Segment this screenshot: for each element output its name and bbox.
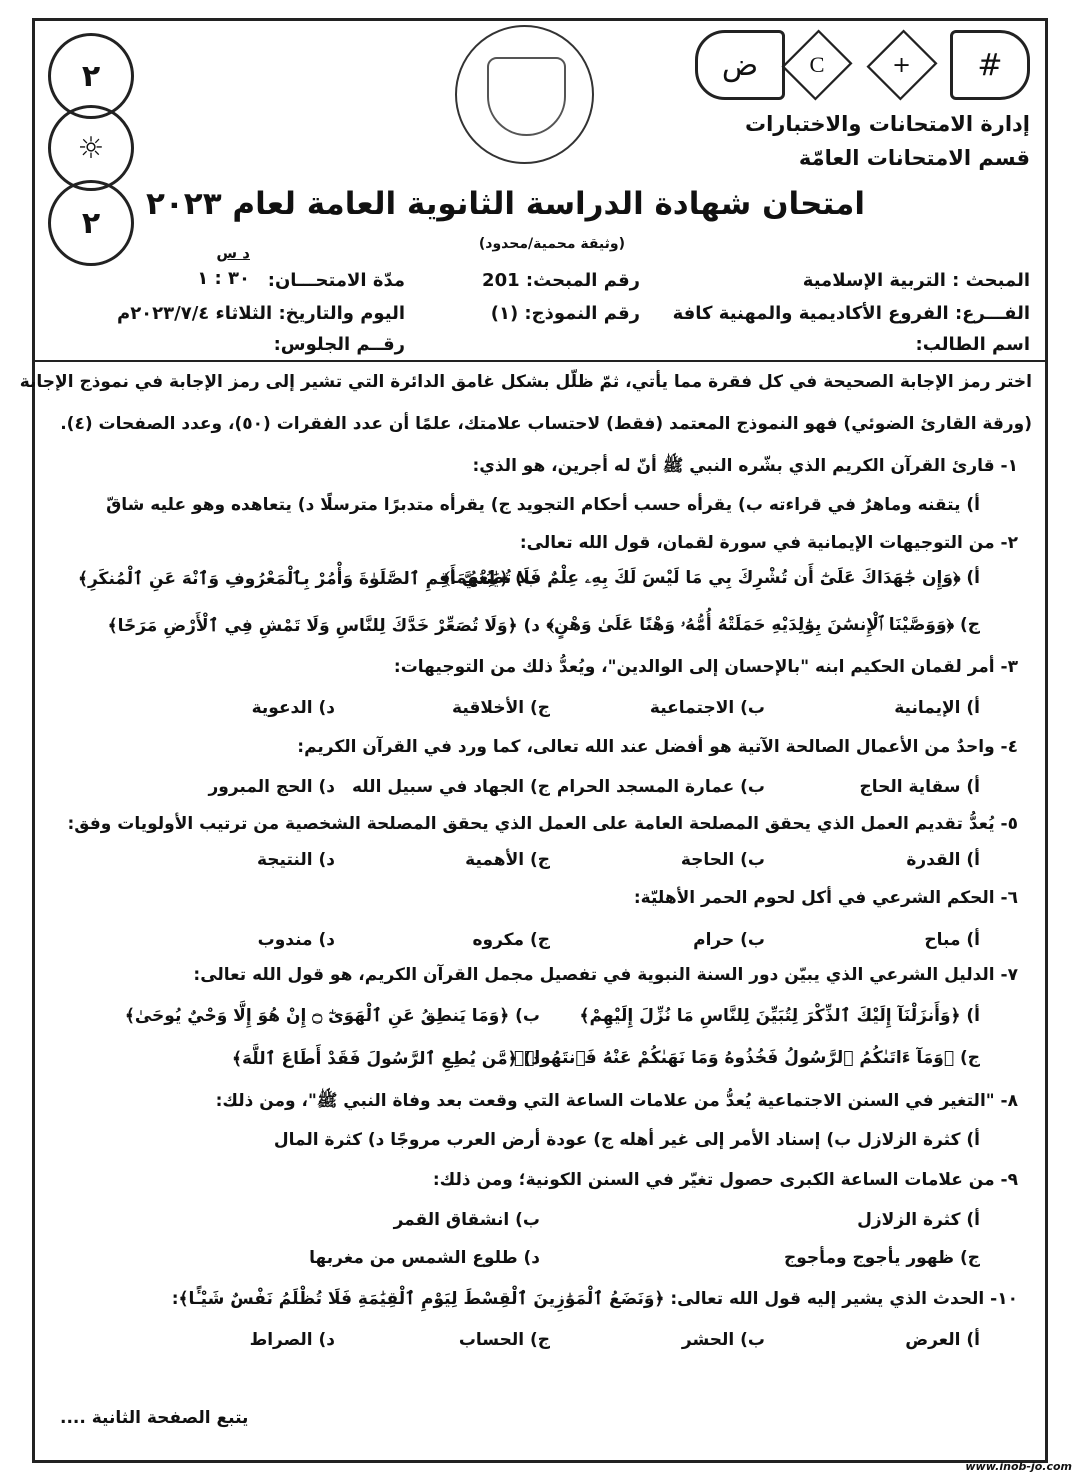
option-b[interactable]: ب) ﴿يَٰبُنَيَّ أَقِمِ ٱلصَّلَوٰةَ وَأْمُرْ بِٱلْمَعْرُوفِ وَٱنْهَ عَنِ ٱلْمُنكَرِ﴾ bbox=[78, 569, 540, 589]
option-a[interactable]: أ) الإيمانية bbox=[894, 698, 980, 718]
option-d[interactable]: د) الحج المبرور bbox=[208, 777, 335, 797]
instructions-line-2: (ورقة القارئ الضوئي) فهو النموذج المعتمد (فقط) لاحتساب علامتك، علمًا أن عدد الفقرات (٥٠)، وعدد الصفحات (٤). bbox=[60, 414, 1032, 434]
option-a[interactable]: أ) ﴿وَأَنزَلْنَآ إِلَيْكَ ٱلذِّكْرَ لِتُبَيِّنَ لِلنَّاسِ مَا نُزِّلَ إِلَيْهِمْ﴾ bbox=[579, 1006, 980, 1026]
option-a[interactable]: أ) مباح bbox=[924, 930, 980, 950]
seat-number-label: رقــم الجلوس: bbox=[273, 334, 405, 355]
option-d[interactable]: د) الدعوية bbox=[251, 698, 335, 718]
dept-name: إدارة الامتحانات والاختبارات bbox=[744, 112, 1030, 136]
option-d[interactable]: د) الصراط bbox=[249, 1330, 335, 1350]
question-1-options: أ) يتقنه وماهرٌ في قراءته ب) يقرأه حسب أحكام التجويد ج) يقرأه متدبرًا مترسلًا د) يتعاهده وهو عليه شاقّ bbox=[106, 495, 980, 515]
option-c[interactable]: ج) مكروه bbox=[472, 930, 550, 950]
doc-classification: (وثيقة محمية/محدود) bbox=[478, 236, 625, 252]
instructions-line-1: اختر رمز الإجابة الصحيحة في كل فقرة مما يأتي، ثمّ ظلّل بشكل غامق الدائرة التي تشير إلى رمز الإجابة في نموذج الإجابة bbox=[19, 372, 1032, 392]
question-5-options bbox=[60, 850, 980, 870]
option-d[interactable]: د) مندوب bbox=[257, 930, 335, 950]
question-4: ٤- واحدٌ من الأعمال الصالحة الآتية هو أفضل عند الله تعالى، كما ورد في القرآن الكريم: bbox=[297, 737, 1018, 757]
question-5: ٥- يُعدُّ تقديم العمل الذي يحقق المصلحة العامة على العمل الذي يحقق المصلحة الشخصية من ترتيب الأولويات وفق: bbox=[67, 814, 1018, 834]
option-c[interactable]: ج) الأخلاقية bbox=[452, 698, 550, 718]
subject-number: رقم المبحث: 201 bbox=[482, 270, 640, 291]
option-c[interactable]: ج) الأهمية bbox=[465, 850, 550, 870]
symbol-c-text: C bbox=[809, 52, 825, 77]
option-d[interactable]: د) ﴿وَلَا تُصَعِّرْ خَدَّكَ لِلنَّاسِ وَلَا تَمْشِ فِي ٱلْأَرْضِ مَرَحًا﴾ bbox=[107, 616, 540, 636]
question-2: ٢- من التوجيهات الإيمانية في سورة لقمان، قول الله تعالى: bbox=[519, 533, 1018, 553]
symbol-dad: ض bbox=[695, 30, 785, 100]
student-name-label: اسم الطالب: bbox=[915, 334, 1030, 355]
side-mark-2: ٢ bbox=[48, 180, 134, 266]
question-9: ٩- من علامات الساعة الكبرى حصول تغيّر في السنن الكونية؛ ومن ذلك: bbox=[432, 1170, 1018, 1190]
option-c[interactable]: ج) ﴿وَوَصَّيْنَا ٱلْإِنسَٰنَ بِوَٰلِدَيْهِ حَمَلَتْهُ أُمُّهُۥ وَهْنًا عَلَىٰ وَهْنٍ﴾ bbox=[546, 615, 980, 635]
option-b[interactable]: ب) عمارة المسجد الحرام bbox=[556, 777, 765, 797]
option-b[interactable]: ب) الاجتماعية bbox=[649, 698, 765, 718]
option-b[interactable]: ب) انشقاق القمر bbox=[393, 1210, 540, 1230]
duration-units: د س bbox=[216, 244, 250, 262]
ministry-seal-logo bbox=[455, 25, 594, 164]
option-b[interactable]: ب) الحاجة bbox=[680, 850, 765, 870]
side-mark-1: ٢ bbox=[48, 33, 134, 119]
question-8: ٨- "التغير في السنن الاجتماعية يُعدُّ من علامات الساعة التي وقعت بعد وفاة النبي ﷺ"، ومن ذلك: bbox=[215, 1091, 1018, 1111]
section-name: قسم الامتحانات العامّة bbox=[798, 146, 1030, 170]
next-page-note: يتبع الصفحة الثانية .... bbox=[60, 1408, 249, 1428]
question-9-options-row-1 bbox=[60, 1210, 980, 1230]
option-a[interactable]: أ) العرض bbox=[905, 1330, 980, 1350]
header-divider bbox=[32, 360, 1048, 362]
option-b[interactable]: ب) حرام bbox=[693, 930, 765, 950]
watermark: www.inob-jo.com bbox=[965, 1460, 1072, 1473]
duration-label: مدّة الامتحـــان: bbox=[267, 270, 405, 291]
question-10-options bbox=[60, 1330, 980, 1350]
duration-value: ٣٠ : ١ bbox=[197, 268, 250, 289]
question-3: ٣- أمر لقمان الحكيم ابنه "بالإحسان إلى الوالدين"، ويُعدُّ ذلك من التوجيهات: bbox=[393, 657, 1018, 677]
question-2-options-row-1 bbox=[60, 568, 980, 589]
option-c[interactable]: ج) الحساب bbox=[458, 1330, 550, 1350]
branch: الفـــرع: الفروع الأكاديمية والمهنية كافة bbox=[672, 303, 1030, 324]
question-7-options-row-1 bbox=[60, 1005, 980, 1026]
question-7-options-row-2 bbox=[60, 1048, 980, 1069]
option-d[interactable]: د) النتيجة bbox=[256, 850, 335, 870]
option-d[interactable]: د) ﴿مَّن يُطِعِ ٱلرَّسُولَ فَقَدْ أَطَاعَ ٱللَّهَ﴾ bbox=[232, 1049, 540, 1069]
question-2-options-row-2 bbox=[60, 615, 980, 636]
option-a[interactable]: أ) القدرة bbox=[906, 850, 980, 870]
question-8-options: أ) كثرة الزلازل ب) إسناد الأمر إلى غير أهله ج) عودة أرض العرب مروجًا د) كثرة المال bbox=[273, 1130, 980, 1150]
question-6-options bbox=[60, 930, 980, 950]
option-a[interactable]: أ) سقاية الحاج bbox=[859, 777, 980, 797]
question-1: ١- قارئ القرآن الكريم الذي بشّره النبي ﷺ أنّ له أجرين، هو الذي: bbox=[472, 456, 1018, 476]
option-a[interactable]: أ) ﴿وَإِن جَٰهَدَاكَ عَلَىٰٓ أَن تُشْرِكَ بِي مَا لَيْسَ لَكَ بِهِۦ عِلْمٌ فَلَا تُطِعْهُمَا﴾ bbox=[442, 568, 980, 588]
sun-icon: ☼ bbox=[48, 105, 134, 191]
option-d[interactable]: د) طلوع الشمس من مغربها bbox=[309, 1248, 540, 1268]
option-c[interactable]: ج) ﴿وَمَآ ءَاتَىٰكُمُ ٱلرَّسُولُ فَخُذُوهُ وَمَا نَهَىٰكُمْ عَنْهُ فَٱنتَهُوا۟﴾ bbox=[513, 1048, 980, 1068]
option-c[interactable]: ج) الجهاد في سبيل الله bbox=[351, 777, 550, 797]
question-9-options-row-2 bbox=[60, 1248, 980, 1268]
question-7: ٧- الدليل الشرعي الذي يبيّن دور السنة النبوية في تفصيل مجمل القرآن الكريم، هو قول الله تعالى: bbox=[193, 965, 1018, 985]
question-10: ١٠- الحدث الذي يشير إليه قول الله تعالى: ﴿وَنَضَعُ ٱلْمَوَٰزِينَ ٱلْقِسْطَ لِيَوْمِ ٱلْقِيَٰمَةِ فَلَا تُظْلَمُ نَفْسٌ شَيْـًٔا﴾: bbox=[171, 1289, 1018, 1309]
subject: المبحث : التربية الإسلامية bbox=[802, 270, 1030, 291]
model-number: رقم النموذج: (١) bbox=[490, 303, 640, 324]
option-a[interactable]: أ) كثرة الزلازل bbox=[857, 1210, 980, 1230]
question-6: ٦- الحكم الشرعي في أكل لحوم الحمر الأهليّة: bbox=[633, 888, 1018, 908]
option-b[interactable]: ب) ﴿وَمَا يَنطِقُ عَنِ ٱلْهَوَىٰٓ ۝ إِنْ هُوَ إِلَّا وَحْيٌ يُوحَىٰ﴾ bbox=[124, 1006, 540, 1026]
symbol-plus-text: + bbox=[892, 51, 912, 79]
exam-title: امتحان شهادة الدراسة الثانوية العامة لعام ٢٠٢٣ bbox=[145, 186, 865, 222]
question-3-options bbox=[60, 698, 980, 718]
exam-date: اليوم والتاريخ: الثلاثاء ٢٠٢٣/٧/٤م bbox=[116, 303, 405, 324]
option-b[interactable]: ب) الحشر bbox=[681, 1330, 765, 1350]
symbol-hash: # bbox=[950, 30, 1030, 100]
question-4-options bbox=[60, 777, 980, 797]
option-c[interactable]: ج) ظهور يأجوج ومأجوج bbox=[783, 1248, 980, 1268]
